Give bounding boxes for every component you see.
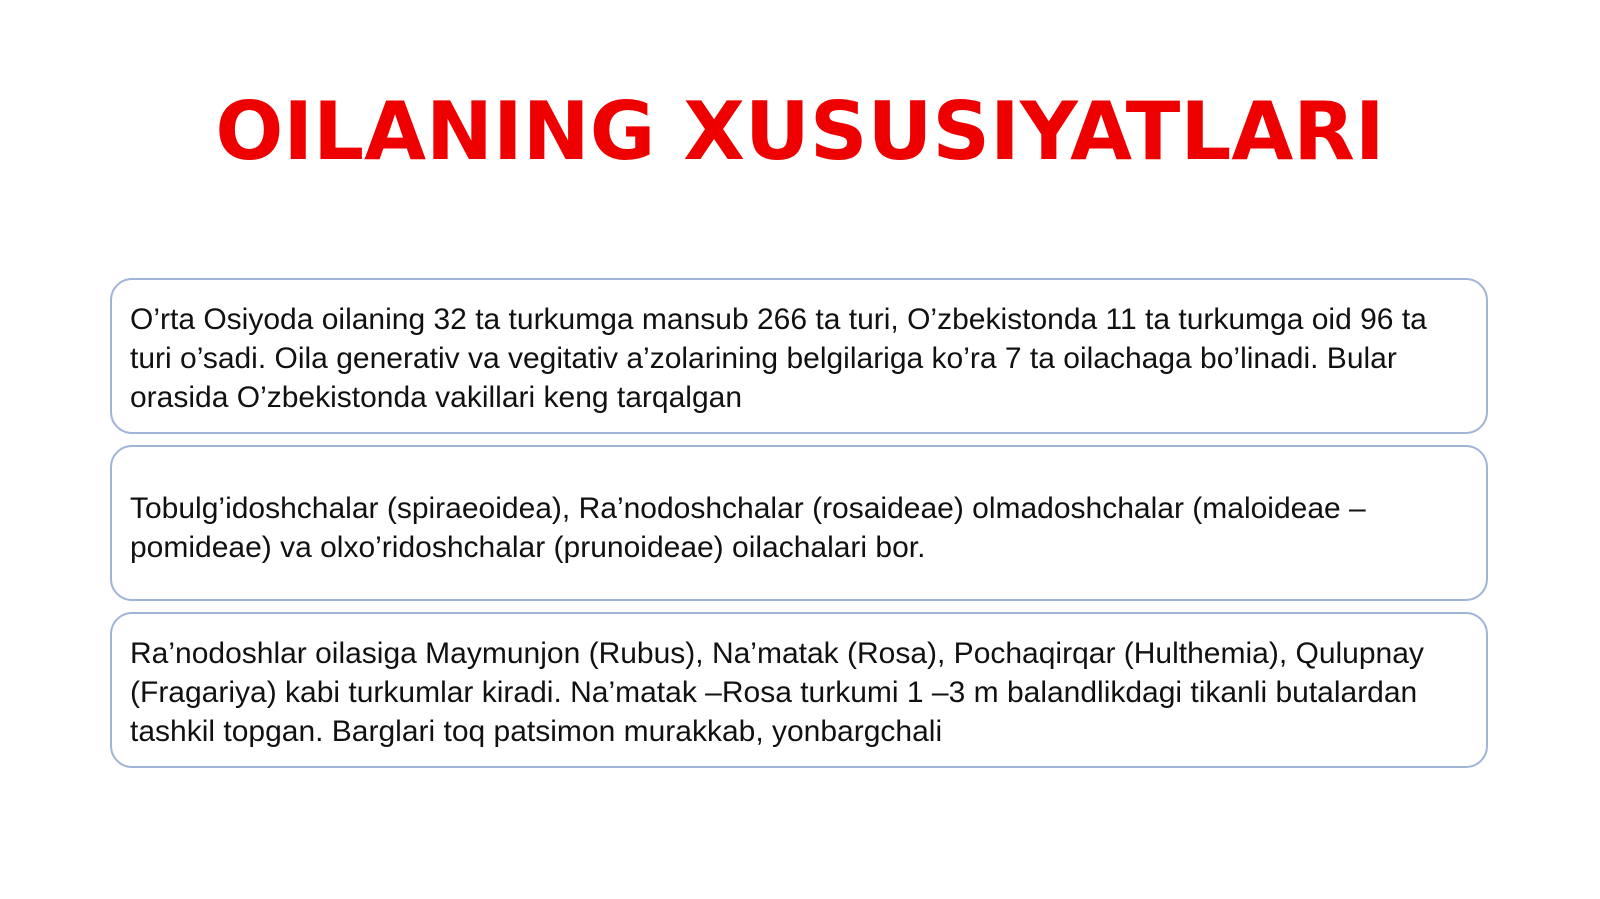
text-box-3-content: Ra’nodoshlar oilasiga Maymunjon (Rubus), Na’matak (Rosa), Pochaqirqar (Hulthemia), Qulupnay (Fragariya) kabi turkumlar kiradi. Na’matak –Rosa turkumi 1 –3 m balandlikdagi tikanli butalardan tashkil topgan. Barglari toq patsimon murakkab, yonbargchali xyxy=(130,636,1424,748)
text-box-1 xyxy=(110,278,1488,434)
text-box-1-content: O’rta Osiyoda oilaning 32 ta turkumga mansub 266 ta turi, O’zbekistonda 11 ta turkumga oid 96 ta turi o’sadi. Oila generativ va vegitativ a’zolarining belgilariga ko’ra 7 ta oilachaga bo’linadi. Bular orasida O’zbekistonda vakillari keng tarqalgan xyxy=(130,302,1427,414)
text-box-3 xyxy=(110,612,1488,768)
slide-title: OILANING XUSUSIYATLARI xyxy=(215,85,1385,178)
text-box-2 xyxy=(110,445,1488,601)
text-box-2-content: Tobulg’idoshchalar (spiraeoidea), Ra’nodoshchalar (rosaideae) olmadoshchalar (maloideae –pomideae) va olxo’ridoshchalar (prunoideae) oilachalari bor. xyxy=(130,492,1366,564)
